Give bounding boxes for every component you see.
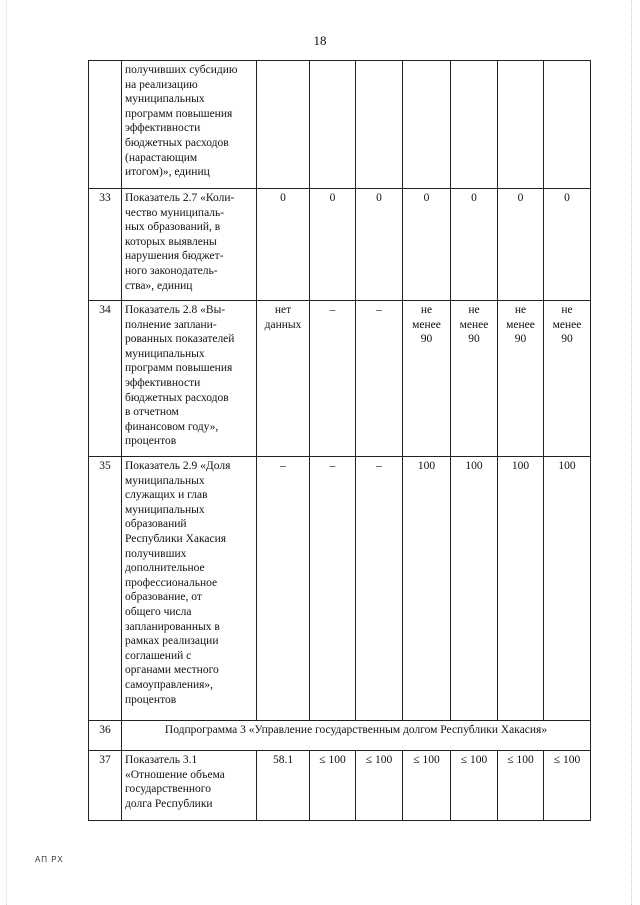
page-number: 18 xyxy=(313,33,327,48)
table-row xyxy=(89,189,591,301)
indicator-cell xyxy=(122,457,257,721)
indicator-label: Показатель 2.7 «Коли- чество муниципаль- ных образований, в которых выявлены нарушения бюджет- ного законодатель- ства», единиц xyxy=(125,192,235,292)
value-cell xyxy=(544,61,591,189)
value-text: 100 xyxy=(511,460,530,472)
scan-edge-left xyxy=(6,0,8,905)
value-cell xyxy=(544,301,591,457)
value-text: не менее 90 xyxy=(412,304,441,346)
value-cell xyxy=(403,457,451,721)
indicator-cell xyxy=(122,189,257,301)
value-text: 0 xyxy=(329,192,336,204)
row-number xyxy=(89,61,122,189)
table-body xyxy=(89,61,591,821)
indicator-label: Показатель 3.1 «Отношение объема государственного долга Республики xyxy=(125,754,225,810)
footer-stamp: АП РХ xyxy=(35,855,64,864)
value-text: 0 xyxy=(376,192,382,204)
value-cell xyxy=(356,61,403,189)
indicator-label: Показатель 2.8 «Вы- полнение заплани- рованных показателей муниципальных программ повышения эффективности бюджетных расходов в отчетном финансовом году», процентов xyxy=(125,304,235,448)
indicator-label: получивших субсидию на реализацию муниципальных программ повышения эффективности бюджетных расходов (нарастающим итогом)», единиц xyxy=(125,64,238,179)
value-cell xyxy=(451,457,498,721)
value-text: ≤ 100 xyxy=(507,754,534,766)
value-cell xyxy=(403,189,451,301)
value-cell xyxy=(403,301,451,457)
value-cell xyxy=(451,189,498,301)
indicator-cell xyxy=(122,301,257,457)
value-cell xyxy=(403,61,451,189)
value-cell xyxy=(257,457,310,721)
value-cell xyxy=(544,457,591,721)
indicator-cell xyxy=(122,751,257,821)
indicators-table xyxy=(88,60,591,821)
value-cell xyxy=(310,189,356,301)
value-text: ≤ 100 xyxy=(460,754,488,766)
indicator-cell xyxy=(122,61,257,189)
value-cell xyxy=(257,751,310,821)
value-text: 0 xyxy=(423,192,430,204)
value-text: ≤ 100 xyxy=(553,754,581,766)
row-number: 37 xyxy=(89,751,122,821)
value-cell xyxy=(356,189,403,301)
value-cell xyxy=(310,301,356,457)
value-cell xyxy=(498,301,544,457)
value-text: 58.1 xyxy=(272,754,294,766)
value-cell xyxy=(310,61,356,189)
value-text: не менее 90 xyxy=(552,304,582,346)
value-text: – xyxy=(329,460,336,472)
value-cell xyxy=(356,301,403,457)
value-cell xyxy=(403,751,451,821)
value-text: нет данных xyxy=(264,304,302,331)
value-text: не менее 90 xyxy=(506,304,535,346)
value-text: – xyxy=(376,304,382,316)
value-cell xyxy=(310,457,356,721)
value-text: 100 xyxy=(417,460,436,472)
value-text: 0 xyxy=(564,192,570,204)
value-cell xyxy=(498,751,544,821)
value-text: ≤ 100 xyxy=(365,754,393,766)
subprogram-heading: Подпрограмма 3 «Управление государственным долгом Республики Хакасия» xyxy=(122,721,591,751)
value-cell xyxy=(310,751,356,821)
value-cell xyxy=(498,189,544,301)
value-cell xyxy=(544,751,591,821)
table-row xyxy=(89,61,591,189)
value-text: ≤ 100 xyxy=(319,754,346,766)
value-text: 100 xyxy=(558,460,576,472)
value-cell xyxy=(544,189,591,301)
value-text: – xyxy=(376,460,382,472)
table-row xyxy=(89,721,591,751)
value-cell xyxy=(257,61,310,189)
value-cell xyxy=(257,189,310,301)
row-number: 34 xyxy=(89,301,122,457)
value-text: 0 xyxy=(471,192,477,204)
row-number: 35 xyxy=(89,457,122,721)
value-cell xyxy=(451,301,498,457)
value-text: 0 xyxy=(280,192,286,204)
value-text: не менее 90 xyxy=(459,304,489,346)
value-cell xyxy=(498,61,544,189)
value-cell xyxy=(498,457,544,721)
value-text: – xyxy=(280,460,286,472)
table-row xyxy=(89,457,591,721)
value-cell xyxy=(451,61,498,189)
value-cell xyxy=(451,751,498,821)
value-cell xyxy=(356,751,403,821)
table-row xyxy=(89,301,591,457)
scan-edge-right xyxy=(630,0,632,905)
value-text: ≤ 100 xyxy=(413,754,440,766)
value-text: – xyxy=(329,304,336,316)
value-text: 0 xyxy=(517,192,524,204)
row-number: 36 xyxy=(89,721,122,751)
row-number: 33 xyxy=(89,189,122,301)
indicator-label: Показатель 2.9 «Доля муниципальных служащих и глав муниципальных образований Республики Хакасия получивших дополнительное профессиональное образование, от общего числа запланированных в рамках реализации соглашений с органами местного самоуправления», процентов xyxy=(125,460,231,706)
value-text: 100 xyxy=(465,460,483,472)
table-row xyxy=(89,751,591,821)
value-cell xyxy=(356,457,403,721)
value-cell xyxy=(257,301,310,457)
